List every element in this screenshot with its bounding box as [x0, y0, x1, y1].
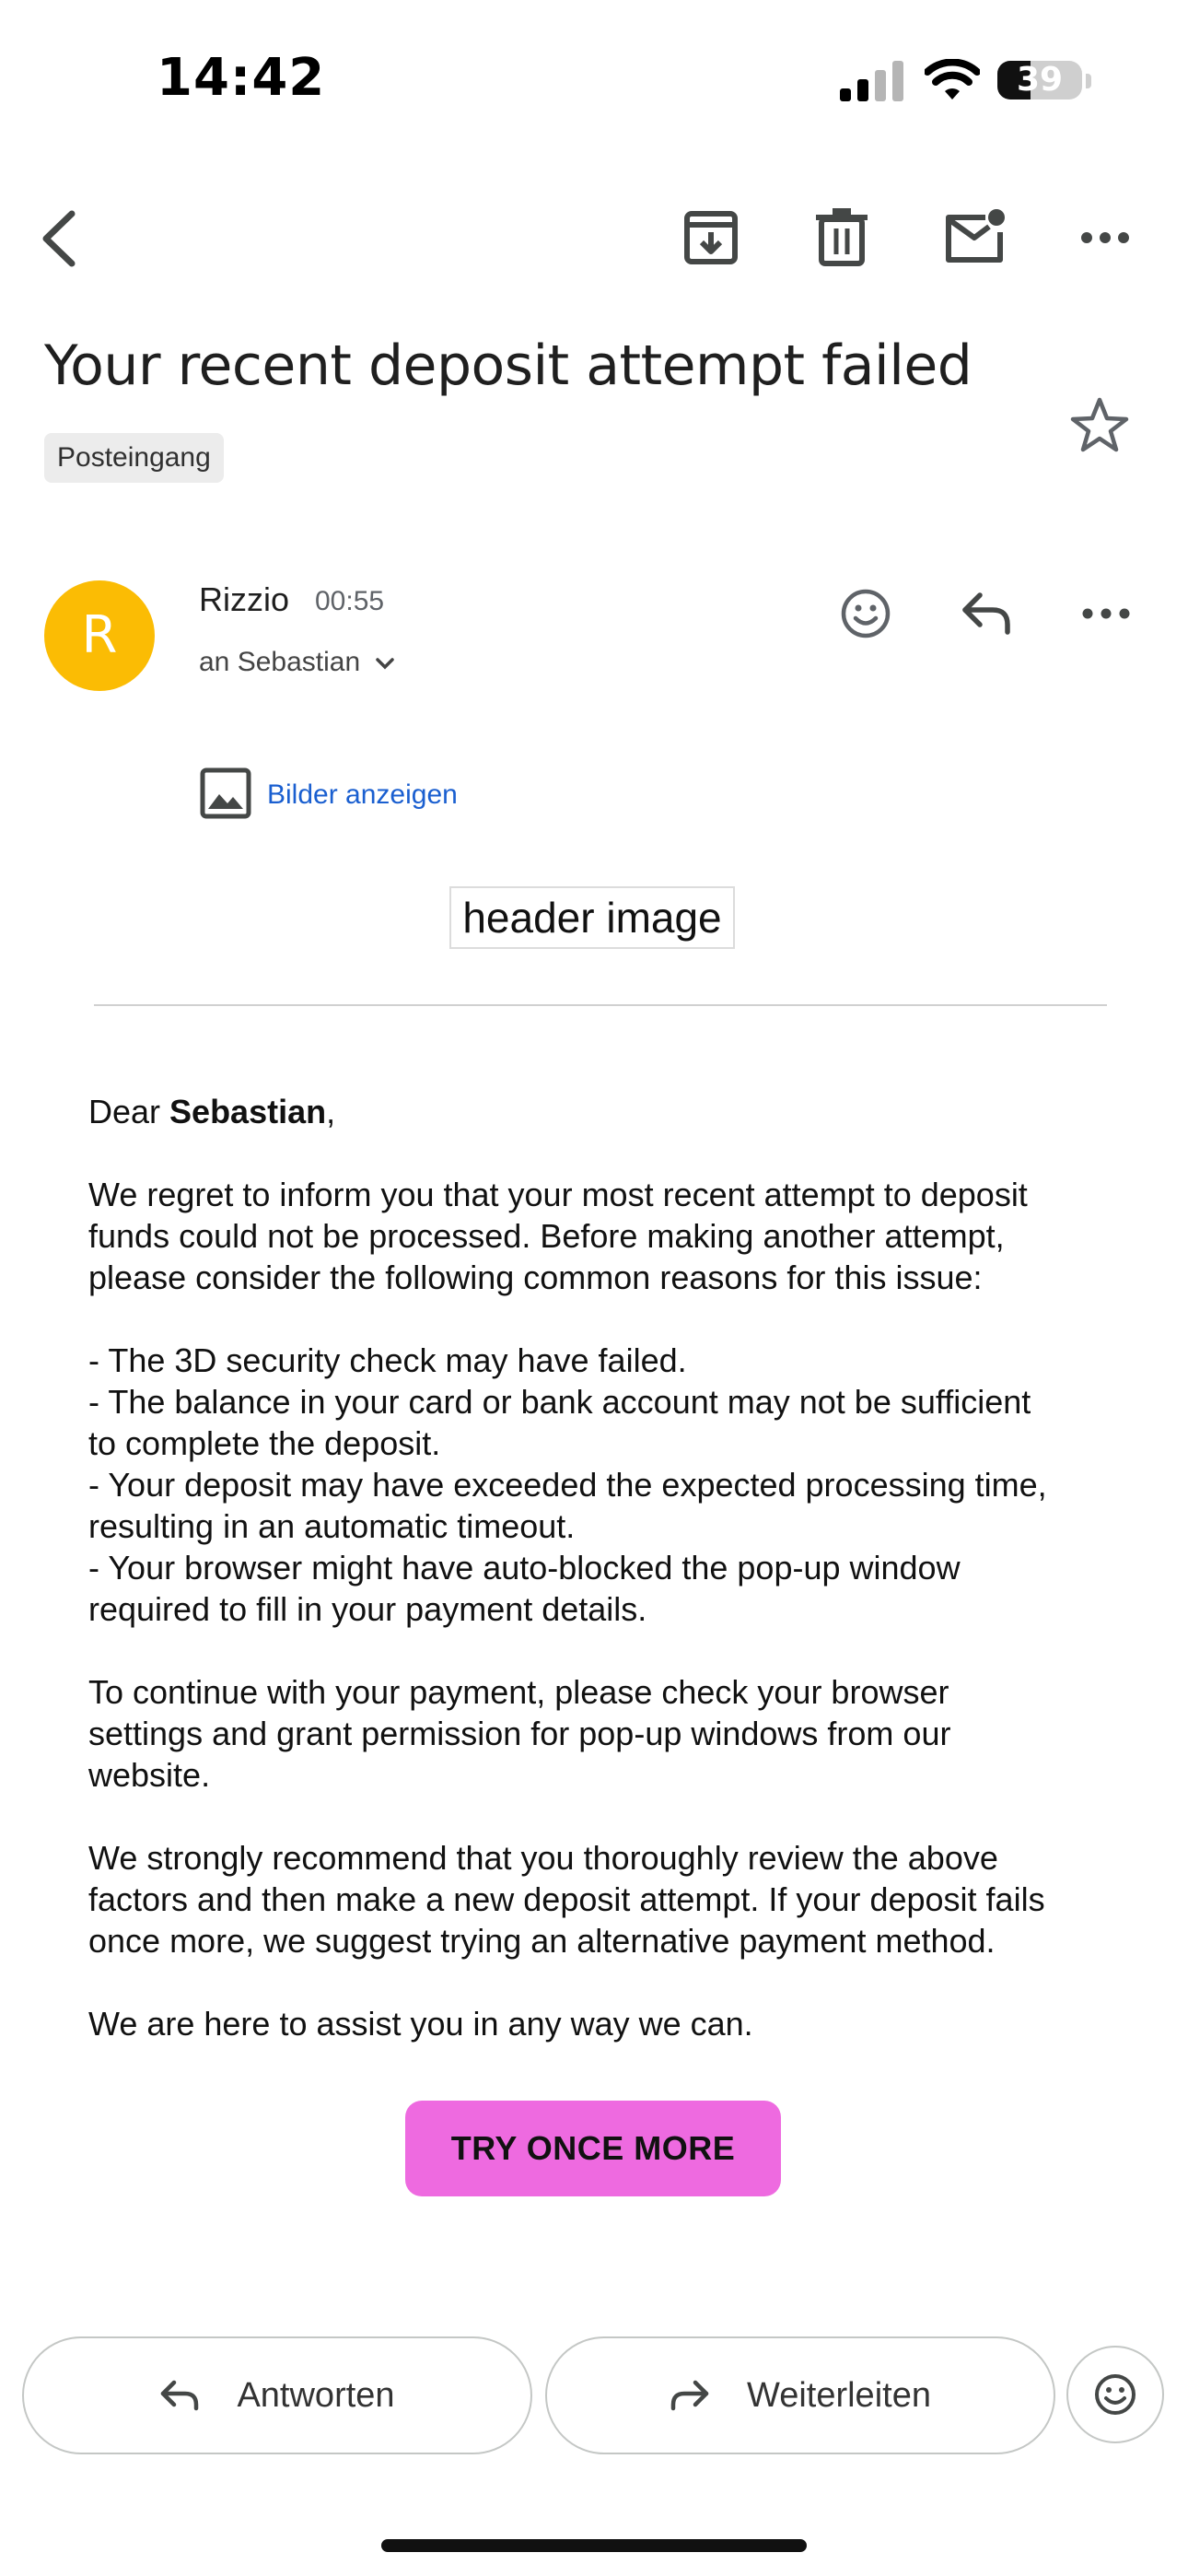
emoji-icon [1094, 2373, 1136, 2416]
more-options-icon[interactable] [1079, 230, 1131, 245]
image-icon[interactable] [199, 767, 252, 820]
chevron-down-icon [375, 657, 395, 670]
sent-time: 00:55 [315, 586, 385, 616]
body-line: funds could not be processed. Before making another attempt, [88, 1217, 1005, 1255]
add-reaction-icon[interactable] [840, 588, 891, 639]
sender-avatar[interactable]: R [44, 580, 155, 691]
home-indicator[interactable] [381, 2539, 807, 2552]
reply-label: Antworten [237, 2375, 395, 2415]
forward-arrow-icon [670, 2379, 710, 2412]
star-icon[interactable] [1070, 396, 1129, 453]
status-time: 14:42 [157, 48, 326, 108]
show-images-link[interactable]: Bilder anzeigen [267, 779, 458, 810]
reason-item: required to fill in your payment details. [88, 1590, 647, 1628]
divider [94, 1004, 1107, 1006]
message-more-icon[interactable] [1081, 606, 1131, 621]
body-line: We strongly recommend that you thoroughly review the above [88, 1839, 998, 1877]
reason-item: - Your deposit may have exceeded the expected processing time, [88, 1466, 1047, 1504]
email-subject: Your recent deposit attempt failed [44, 334, 973, 398]
body-line: please consider the following common reasons for this issue: [88, 1259, 983, 1296]
battery-indicator [997, 61, 1082, 100]
reason-item: resulting in an automatic timeout. [88, 1507, 576, 1545]
body-line: factors and then make a new deposit attempt. If your deposit fails [88, 1880, 1045, 1918]
recipient-details[interactable] [199, 647, 395, 678]
greeting: Dear Sebastian, [88, 1093, 336, 1130]
body-line: website. [88, 1756, 211, 1794]
archive-icon[interactable] [681, 208, 740, 267]
body-line: We regret to inform you that your most recent attempt to deposit [88, 1176, 1028, 1213]
back-chevron-icon[interactable] [37, 208, 83, 269]
header-image-placeholder: header image [449, 886, 735, 949]
forward-label: Weiterleiten [747, 2375, 931, 2415]
reply-icon[interactable] [960, 590, 1013, 638]
reason-item: - Your browser might have auto-blocked the pop-up window [88, 1549, 961, 1587]
body-line: once more, we suggest trying an alternative payment method. [88, 1922, 996, 1960]
reason-item: - The balance in your card or bank account may not be sufficient [88, 1383, 1031, 1421]
sender-name: Rizzio [199, 580, 290, 618]
forward-button[interactable] [545, 2336, 1055, 2454]
reply-button[interactable] [22, 2336, 532, 2454]
greeting-name: Sebastian [169, 1093, 327, 1130]
reason-item: to complete the deposit. [88, 1424, 441, 1462]
emoji-reaction-button[interactable] [1066, 2346, 1164, 2443]
body-line: settings and grant permission for pop-up windows from our [88, 1715, 951, 1752]
reply-arrow-icon [159, 2379, 200, 2412]
cellular-signal-icon [840, 61, 904, 101]
wifi-icon [925, 59, 980, 101]
try-once-more-button[interactable]: TRY ONCE MORE [405, 2101, 781, 2196]
mark-unread-icon[interactable] [943, 206, 1007, 265]
reason-item: - The 3D security check may have failed. [88, 1341, 687, 1379]
trash-icon[interactable] [816, 206, 868, 267]
battery-percentage: 39 [1016, 61, 1064, 99]
body-line: To continue with your payment, please check your browser [88, 1673, 949, 1711]
inbox-label-chip[interactable]: Posteingang [44, 433, 224, 483]
battery-cap [1086, 74, 1091, 88]
email-body [88, 1091, 1120, 2044]
body-line: We are here to assist you in any way we can. [88, 2005, 753, 2043]
recipient-label: an Sebastian [199, 647, 361, 677]
